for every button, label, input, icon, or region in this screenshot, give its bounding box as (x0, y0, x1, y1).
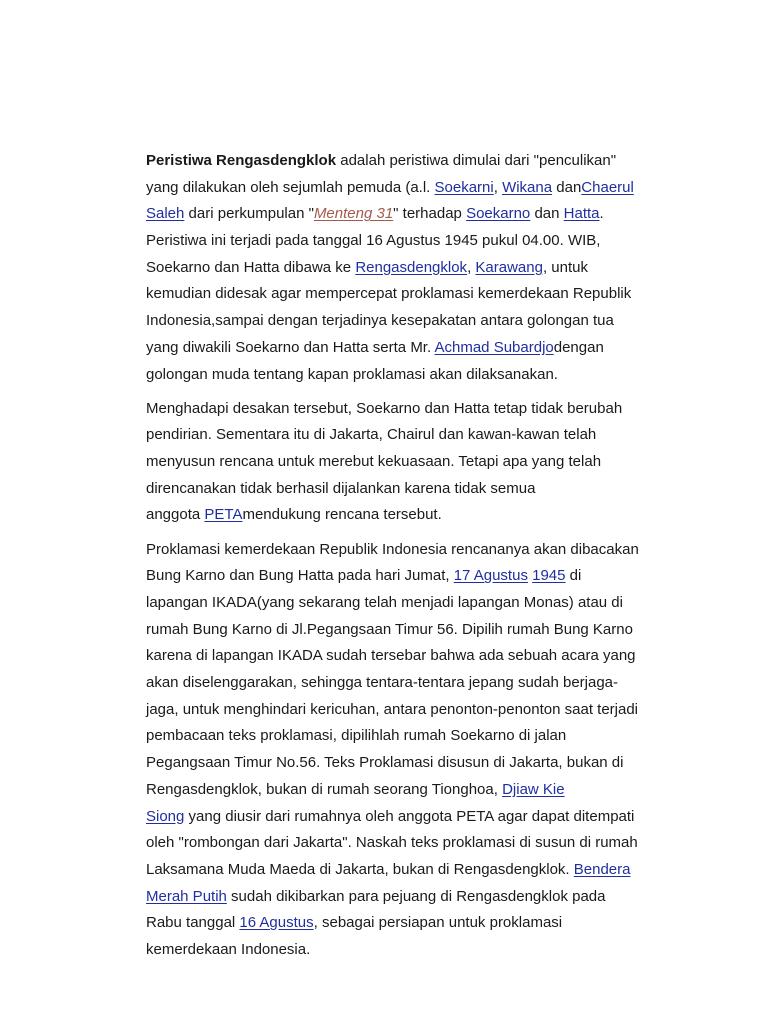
text-run: Indonesia,sampai dengan terjadinya kesepakatan antara golongan tua (146, 312, 614, 330)
document-page (146, 148, 660, 964)
hyperlink[interactable]: Soekarno (466, 205, 531, 223)
text-run: direncanakan tidak berhasil dijalankan karena tidak semua (146, 479, 536, 497)
text-run: sudah dikibarkan para pejuang di Rengasdengklok pada (226, 887, 606, 905)
text-run: Peristiwa ini terjadi pada tanggal 16 Agustus 1945 pukul 04.00. WIB, (146, 232, 601, 250)
text-run: Menghadapi desakan tersebut, Soekarno dan Hatta tetap tidak berubah (146, 399, 623, 417)
text-run: yang dilakukan oleh sejumlah pemuda (a.l. (146, 178, 435, 196)
text-run: Laksamana Muda Maeda di Jakarta, bukan di Rengasdengklok. (146, 860, 574, 878)
text-run: lapangan IKADA(yang sekarang telah menjadi lapangan Monas) atau di (146, 594, 623, 611)
hyperlink[interactable]: Chaerul (581, 178, 634, 196)
hyperlink[interactable]: 17 Agustus (453, 567, 528, 585)
text-line (146, 910, 660, 937)
text-run: . (599, 205, 604, 223)
text-line (146, 937, 660, 964)
text-line (146, 362, 660, 389)
hyperlink[interactable]: Bendera (573, 860, 631, 878)
text-run: oleh "rombongan dari Jakarta". Naskah teks proklamasi di susun di rumah (146, 834, 638, 852)
paragraph-gap (146, 529, 660, 537)
text-line (146, 617, 660, 644)
text-line (146, 175, 660, 202)
text-run: Rabu tanggal (146, 914, 240, 932)
text-line (146, 777, 660, 804)
text-run: pembacaan teks proklamasi, dipilihlah rumah Soekarno di jalan (146, 727, 567, 745)
paragraph (146, 396, 660, 529)
text-run: golongan muda tentang kapan proklamasi akan dilaksanakan. (146, 365, 558, 383)
text-line (146, 255, 660, 282)
text-run: karena di lapangan IKADA sudah tersebar bahwa ada sebuah acara yang (146, 647, 636, 665)
text-run: jaga, untuk menghindari kericuhan, antara penonton-penonton saat terjadi (146, 700, 639, 718)
text-run: dan (552, 178, 582, 196)
text-line (146, 449, 660, 476)
text-run: kemudian didesak agar mempercepat proklamasi kemerdekaan Republik (146, 285, 632, 303)
text-line (146, 723, 660, 750)
hyperlink[interactable]: Wikana (502, 178, 553, 196)
text-line (146, 697, 660, 724)
text-run: akan diselenggarakan, sehingga tentara-tentara jepang sudah berjaga- (146, 674, 619, 692)
text-run: Rengasdengklok, bukan di rumah seorang Tionghoa, (146, 780, 503, 798)
text-line (146, 537, 660, 564)
text-line (146, 670, 660, 697)
paragraph (146, 148, 660, 388)
text-run: anggota (146, 506, 205, 524)
text-line (146, 590, 660, 617)
text-run: rumah Bung Karno di Jl.Pegangsaan Timur 56. Dipilih rumah Bung Karno (146, 620, 633, 638)
text-run: Soekarno dan Hatta dibawa ke (146, 258, 356, 276)
bold-text: Peristiwa Rengasdengklok (146, 152, 337, 169)
text-line (146, 830, 660, 857)
hyperlink[interactable]: Karawang (475, 258, 543, 276)
text-line (146, 857, 660, 884)
text-line (146, 563, 660, 590)
text-line (146, 335, 660, 362)
text-run: dan (530, 205, 564, 223)
hyperlink[interactable]: Merah Putih (146, 887, 227, 905)
text-run: dari perkumpulan " (184, 205, 314, 223)
text-run: Bung Karno dan Bung Hatta pada hari Jumat, (146, 567, 454, 585)
hyperlink[interactable]: Hatta (563, 205, 600, 223)
paragraph (146, 537, 660, 964)
text-line (146, 396, 660, 423)
text-line (146, 502, 660, 529)
text-run: adalah peristiwa dimulai dari "penculikan" (336, 152, 617, 169)
hyperlink[interactable]: Achmad Subardjo (434, 338, 554, 356)
text-run: Pegangsaan Timur No.56. Teks Proklamasi disusun di Jakarta, bukan di (146, 754, 624, 772)
text-run: dengan (553, 338, 604, 356)
text-run: " terhadap (393, 205, 467, 223)
hyperlink[interactable]: 1945 (532, 567, 566, 585)
text-line (146, 422, 660, 449)
text-run: menyusun rencana untuk merebut kekuasaan. Tetapi apa yang telah (146, 453, 602, 471)
text-line (146, 476, 660, 503)
hyperlink[interactable]: Siong (146, 807, 185, 825)
text-run: yang diwakili Soekarno dan Hatta serta Mr. (146, 338, 435, 356)
text-run: kemerdekaan Indonesia. (146, 940, 311, 958)
text-run: di (565, 567, 582, 585)
text-line (146, 148, 660, 175)
text-run: , untuk (542, 258, 588, 276)
hyperlink[interactable]: Soekarni (434, 178, 494, 196)
text-line (146, 643, 660, 670)
text-run: , (493, 178, 503, 196)
hyperlink[interactable]: PETA (204, 506, 243, 524)
text-line (146, 804, 660, 831)
hyperlink[interactable]: Saleh (146, 205, 185, 223)
text-run: Proklamasi kemerdekaan Republik Indonesia rencananya akan dibacakan (146, 540, 639, 558)
text-line (146, 308, 660, 335)
hyperlink[interactable]: Rengasdengklok (355, 258, 468, 276)
text-run: yang diusir dari rumahnya oleh anggota PETA agar dapat ditempati (184, 807, 635, 825)
hyperlink[interactable]: Djiaw Kie (502, 780, 565, 798)
text-run: , sebagai persiapan untuk proklamasi (313, 914, 563, 932)
paragraph-gap (146, 388, 660, 396)
hyperlink[interactable]: Menteng 31 (313, 205, 394, 223)
text-line (146, 884, 660, 911)
text-line (146, 750, 660, 777)
hyperlink[interactable]: 16 Agustus (239, 914, 314, 932)
text-line (146, 201, 660, 228)
text-run: mendukung rencana tersebut. (242, 506, 442, 524)
text-run: , (467, 258, 476, 276)
text-line (146, 228, 660, 255)
text-line (146, 281, 660, 308)
text-run: pendirian. Sementara itu di Jakarta, Chairul dan kawan-kawan telah (146, 426, 597, 444)
